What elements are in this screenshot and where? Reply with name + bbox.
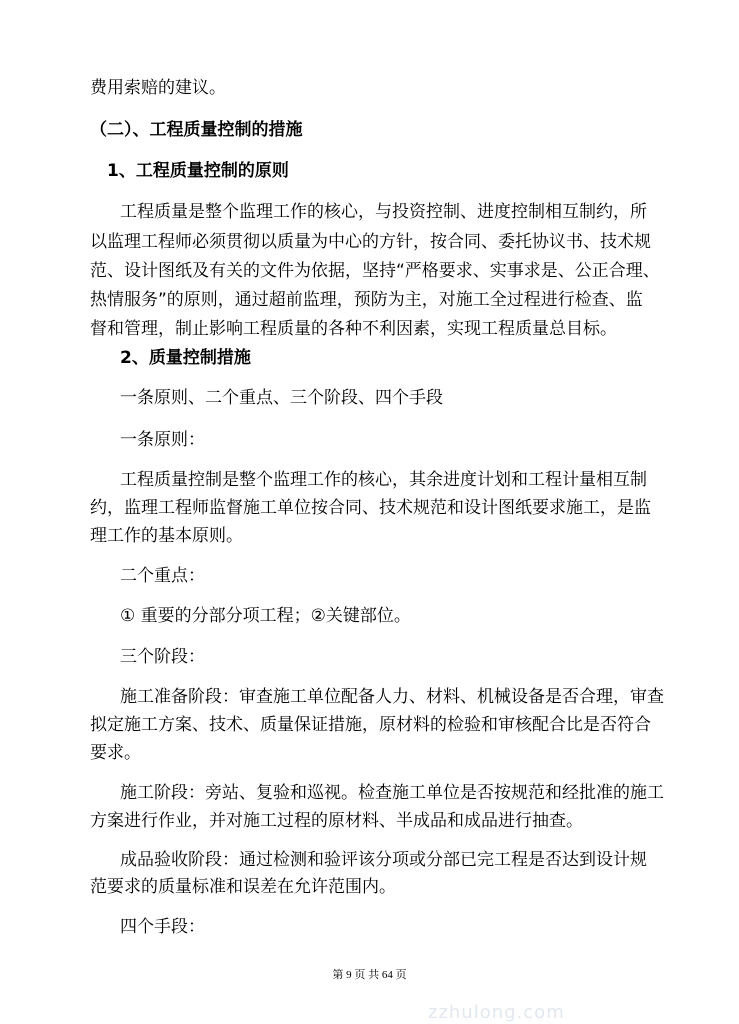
paragraph-line: 热情服务”的原则，通过超前监理，预防为主，对施工全过程进行检查、监 <box>90 290 643 310</box>
label-four-means: 四个手段： <box>120 917 205 937</box>
subheading-quality-principle: 1、工程质量控制的原则 <box>107 161 289 181</box>
label-three-stages: 三个阶段： <box>120 647 205 667</box>
label-two-focus: 二个重点： <box>120 566 205 586</box>
paragraph-line: 施工准备阶段：审查施工单位配备人力、材料、机械设备是否合理，审查 <box>120 687 664 707</box>
watermark: zzhulong.com <box>428 1002 565 1023</box>
paragraph-line: 范、设计图纸及有关的文件为依据，坚持“严格要求、实事求是、公正合理、 <box>90 261 660 281</box>
paragraph-line: 以监理工程师必须贯彻以质量为中心的方针，按合同、委托协议书、技术规 <box>90 232 651 252</box>
label-one-principle: 一条原则： <box>120 430 205 450</box>
paragraph-line: 拟定施工方案、技术、质量保证措施，原材料的检验和审核配合比是否符合 <box>90 715 651 735</box>
paragraph-line: 工程质量控制是整个监理工作的核心，其余进度计划和工程计量相互制 <box>120 470 647 490</box>
page-number-footer: 第 9 页 共 64 页 <box>332 969 407 981</box>
paragraph-line: 督和管理，制止影响工程质量的各种不利因素，实现工程质量总目标。 <box>90 319 617 339</box>
continued-text-line: 费用索赔的建议。 <box>90 78 226 98</box>
paragraph-line: 约，监理工程师监督施工单位按合同、技术规范和设计图纸要求施工，是监 <box>90 498 651 518</box>
focus-items: ① 重要的分部分项工程；②关键部位。 <box>120 606 411 626</box>
subheading-control-measures: 2、质量控制措施 <box>120 348 251 368</box>
paragraph-line: 成品验收阶段：通过检测和验评该分项或分部已完工程是否达到设计规 <box>120 850 647 870</box>
measures-summary: 一条原则、二个重点、三个阶段、四个手段 <box>120 388 443 408</box>
paragraph-line: 施工阶段：旁站、复验和巡视。检查施工单位是否按规范和经批准的施工 <box>120 783 664 803</box>
paragraph-line: 理工作的基本原则。 <box>90 526 243 546</box>
paragraph-line: 方案进行作业，并对施工过程的原材料、半成品和成品进行抽查。 <box>90 811 583 831</box>
section-heading: （二）、工程质量控制的措施 <box>90 120 303 140</box>
paragraph-line: 范要求的质量标准和误差在允许范围内。 <box>90 877 396 897</box>
paragraph-line: 工程质量是整个监理工作的核心，与投资控制、进度控制相互制约，所 <box>120 202 647 222</box>
paragraph-line: 要求。 <box>90 743 141 763</box>
